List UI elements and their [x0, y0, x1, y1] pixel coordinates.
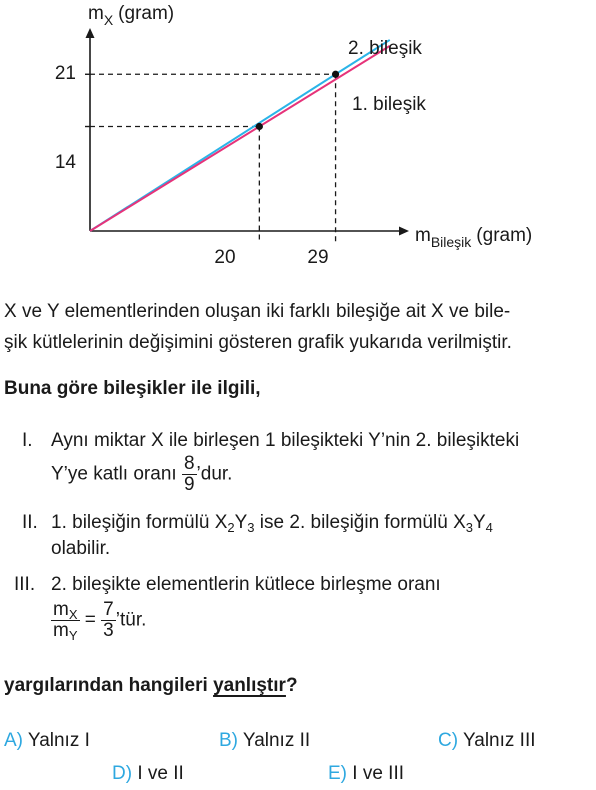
series-line-1 [90, 46, 390, 231]
option-d-letter: D) [112, 763, 133, 784]
y-tick-label-21: 21 [54, 63, 76, 84]
statement-2-line-1: 1. bileşiğin formülü $X_2Y_3$ ise 2. bileşiğin formülü $X_3Y_4$ [51, 512, 493, 535]
mass-chart [0, 0, 596, 290]
option-b[interactable] [219, 730, 310, 752]
statement-3-line-1: 2. bileşikte elementlerin kütlece birleşme oranı [51, 574, 441, 595]
guide-lines [90, 74, 336, 243]
statement-2-line-2: olabilir. [51, 538, 111, 559]
question-closing: yargılarından hangileri yanlıştır? [4, 675, 298, 696]
statement-3-text-post: ’tür. [115, 609, 147, 631]
x-axis-arrow [399, 227, 409, 236]
question-prompt: Buna göre bileşikler ile ilgili, [4, 378, 261, 399]
intro-line-2: şik kütlelerinin değişimini gösteren grafik yukarıda verilmiştir. [4, 332, 512, 353]
fraction-7-3: $\frac{7}{3}$ [103, 599, 114, 641]
statement-1-text-pre: Y’ye katlı oranı [51, 463, 177, 485]
statement-2-numeral: II. [22, 512, 38, 533]
statement-1-text-post: ’dur. [196, 463, 233, 485]
option-e-text: I ve III [347, 763, 405, 784]
option-a[interactable] [4, 730, 90, 752]
equals-sign: = [84, 609, 96, 631]
fraction-mx-my: $\frac{m_X}{m_Y}$ [53, 599, 78, 643]
fraction-denominator: 9 [183, 474, 195, 495]
option-c[interactable] [438, 730, 536, 752]
data-point-1 [256, 123, 263, 130]
underlined-word: yanlıştır [213, 675, 286, 696]
fraction-numerator: 8 [183, 453, 195, 474]
option-d-text: I ve II [132, 763, 184, 784]
x-tick-label-20: 20 [214, 247, 236, 268]
option-e[interactable] [328, 763, 404, 785]
series-label-1: 1. bileşik [352, 94, 426, 115]
series-label-2: 2. bileşik [348, 38, 422, 59]
fraction-8-9 [182, 454, 197, 495]
option-c-letter: C) [438, 730, 459, 751]
statement-3-ratio [51, 600, 146, 641]
x-axis-label: $m_{Bileşik}$ (gram) [415, 225, 533, 250]
option-e-letter: E) [328, 763, 347, 784]
x-tick-label-29: 29 [307, 247, 329, 268]
statement-3-numeral: III. [14, 574, 36, 595]
option-a-letter: A) [4, 730, 23, 751]
option-b-text: Yalnız II [238, 730, 311, 751]
y-axis-arrow [86, 28, 95, 38]
statement-1-line-1: Aynı miktar X ile birleşen 1 bileşikteki Y’nin 2. bileşikteki [51, 430, 520, 451]
option-d[interactable] [112, 763, 184, 785]
series-lines [90, 40, 390, 231]
statement-1-line-2 [51, 454, 232, 495]
statement-1-numeral: I. [22, 430, 33, 451]
y-tick-label-14: 14 [54, 152, 76, 173]
y-axis-label: $m_X$ (gram) [88, 3, 175, 28]
intro-line-1: X ve Y elementlerinden oluşan iki farklı bileşiğe ait X ve bile- [4, 301, 511, 322]
option-c-text: Yalnız III [458, 730, 536, 751]
option-a-text: Yalnız I [23, 730, 90, 751]
data-point-0 [332, 71, 339, 78]
option-b-letter: B) [219, 730, 238, 751]
